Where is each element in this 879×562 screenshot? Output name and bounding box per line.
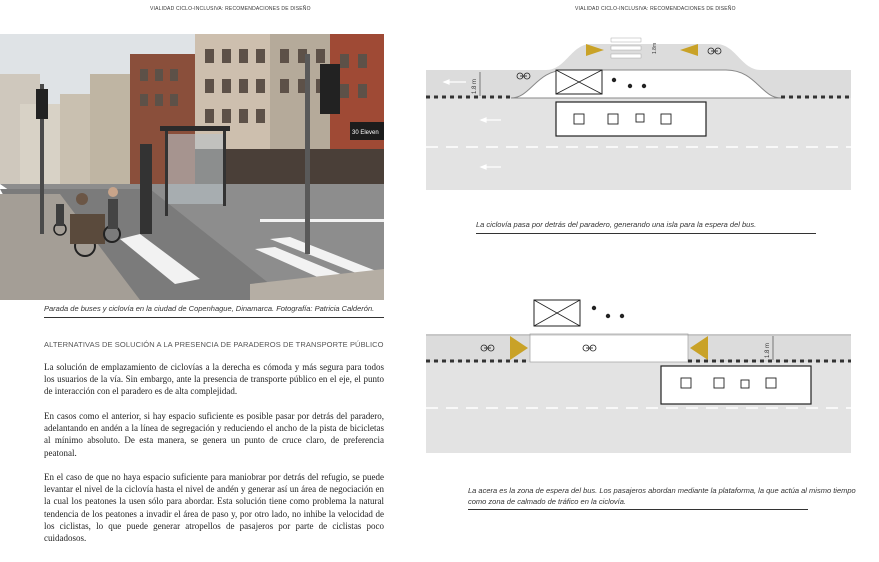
raised-platform <box>530 334 688 362</box>
bus <box>556 102 706 136</box>
diagram-raised-platform <box>426 298 851 453</box>
diagram-bottom-caption-line1: La acera es la zona de espera del bus. Los pasajeros abordan mediante la plataforma, la que actúa al mismo tiempo <box>468 486 856 495</box>
diagram-bottom-caption-line2: como zona de calmado de tráfico en la ciclovía. <box>468 497 627 506</box>
left-page <box>0 0 401 562</box>
diagram-bike-lane-behind-stop <box>426 34 851 190</box>
paragraph-3: En el caso de que no haya espacio suficiente para maniobrar por detrás del refugio, se puede levantar el nivel de la ciclovía hasta el nivel de andén y generar así un área de negociación en la cual los peatones la usen sólo para abordar. Esta solución tiene como problema la natural tendencia de los peatones a invadir el área de paso y, por otro lado, no inhibe la velocidad de los ciclistas, lo que puede generar atropellos de pasajeros por parte de ciclistas poco cuidadosos. <box>44 472 384 544</box>
caption-rule-bottom <box>468 509 808 510</box>
diagram-top-caption: La ciclovía pasa por detrás del paradero, generando una isla para la espera del bus. <box>476 220 757 229</box>
caption-rule-top <box>476 233 816 234</box>
running-header-left: VIALIDAD CICLO-INCLUSIVA: RECOMENDACIONES DE DISEÑO <box>150 6 311 12</box>
copenhagen-bus-stop-photo <box>0 34 384 300</box>
width-label-bottom: 1.8 m <box>765 342 771 358</box>
running-header-right: VIALIDAD CICLO-INCLUSIVA: RECOMENDACIONES DE DISEÑO <box>575 6 736 12</box>
caption-rule <box>44 317 384 318</box>
width-label-top: 1.8 m <box>472 78 478 94</box>
right-page <box>400 0 879 562</box>
bus <box>661 366 811 404</box>
street-photo <box>0 34 384 300</box>
shop-sign: 30 Eleven <box>352 130 379 136</box>
paragraph-2: En casos como el anterior, si hay espacio suficiente es posible pasar por detrás del paradero, adelantando en andén a la línea de segregación y reduciendo el ancho de la pista de bicicletas al mínimo absoluto. De esta manera, se genera un punto de cruce claro, de preferencia peatonal. <box>44 411 384 458</box>
photo-caption: Parada de buses y ciclovía en la ciudad de Copenhague, Dinamarca. Fotografía: Patricia Calderón. <box>44 304 375 313</box>
paragraph-1: La solución de emplazamiento de ciclovías a la derecha es cómoda y más segura para todos los usuarios de la vía. Sin embargo, ante la presencia de transporte público en el eje, el punto de interacción con el paradero es de alta complejidad. <box>44 362 384 397</box>
section-title: ALTERNATIVAS DE SOLUCIÓN A LA PRESENCIA DE PARADEROS DE TRANSPORTE PÚBLICO <box>44 340 384 349</box>
svg-text:1.8m: 1.8m <box>652 42 658 54</box>
bus-island <box>511 70 781 98</box>
